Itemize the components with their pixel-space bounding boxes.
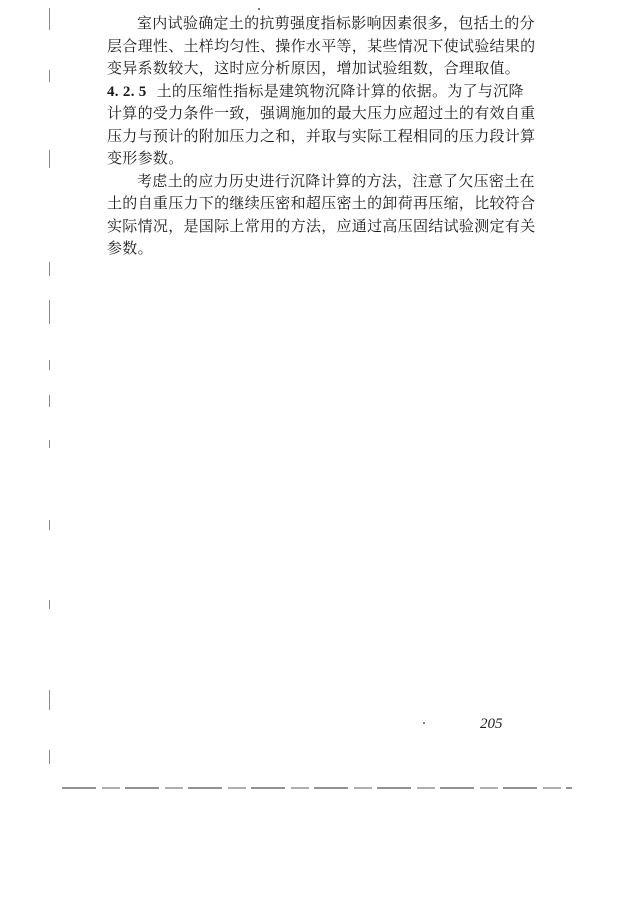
text-line: 实际情况，是国际上常用的方法，应通过高压固结试验测定有关 — [107, 216, 536, 235]
scan-speck — [258, 8, 260, 10]
paragraph-stress-history — [107, 170, 536, 260]
text-line: 土的自重压力下的继续压密和超压密土的卸荷再压缩，比较符合 — [107, 194, 536, 212]
paragraph-clause-4-2-5 — [107, 80, 536, 170]
binding-edge-marks — [48, 0, 52, 800]
text-line: 变异系数较大，这时应分析原因，增加试验组数，合理取值。 — [107, 59, 521, 77]
paragraph-shear-strength — [107, 12, 536, 80]
scan-speck — [423, 722, 425, 724]
text-line: 层合理性、土样均匀性、操作水平等，某些情况下使试验结果的 — [107, 36, 536, 55]
text-line: 室内试验确定土的抗剪强度指标影响因素很多，包括土的分 — [137, 14, 535, 32]
clause-number: 4. 2. 5 — [107, 83, 147, 100]
page-number: 205 — [480, 716, 503, 732]
text-line: 参数。 — [107, 239, 153, 257]
text-line — [107, 80, 532, 103]
text-line: 压力与预计的附加压力之和，并取与实际工程相同的压力段计算 — [107, 126, 536, 145]
text-line: 计算的受力条件一致，强调施加的最大压力应超过土的有效自重 — [107, 104, 536, 122]
page-text — [107, 12, 536, 260]
scan-bottom-edge — [62, 787, 572, 789]
text-line: 考虑土的应力历史进行沉降计算的方法，注意了欠压密土在 — [137, 171, 535, 190]
clause-text: 土的压缩性指标是建筑物沉降计算的依据。为了与沉降 — [156, 81, 524, 100]
text-line: 变形参数。 — [107, 149, 184, 167]
